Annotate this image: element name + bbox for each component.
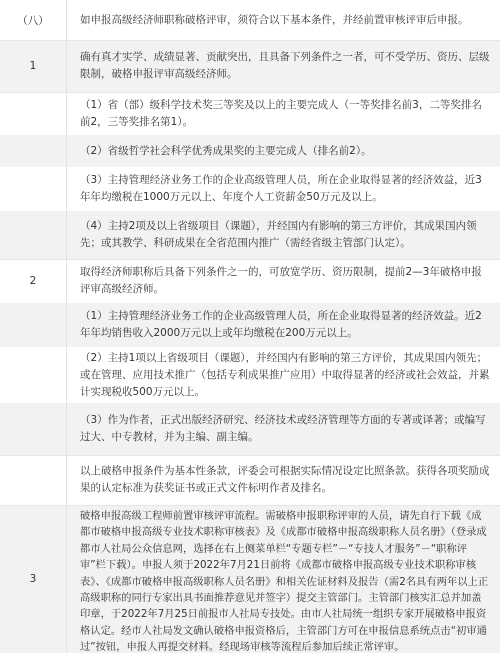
row-text: （3）作为作者，正式出版经济研究、经济技术或经济管理等方面的专著或译著；或编写过大、中专教材，并为主编、副主编。 xyxy=(80,414,486,443)
table-row xyxy=(0,455,500,505)
section-number: （八） xyxy=(17,14,49,27)
row-text: 破格申报高级工程师前置审核评审流程。需破格申报职称评审的人员，请先自行下载《成都市破格申报高级专业技术职称审核表》及《成都市破格申报高级职称人员名册》（登录成都市人社局公众信息网，选择在右上侧菜单栏“专题专栏”－“专技人才服务”－“职称评审”栏下载）。申报人须于2022年7月21日前将《成都市破格申报高级专业技术职称审核表》、《成都市破格申报高级职称人员名册》和相关佐证材料及报告（需2名具有两年以上正高级职称的同行专家出具书面推荐意见并签字）提交主管部门。主管部门核实汇总并加盖印章，于2022年7月25日前报市人社局专技处。由市人社局统一组织专家开展破格申报资格认定。经市人社局发文确认破格申报资格后，主管部门方可在申报信息系统点击“初审通过”按钮，申报人再提交材料。经现场审核等流程后参加后续正常评审。 xyxy=(80,510,489,654)
row-number xyxy=(0,347,66,403)
table-row xyxy=(0,303,500,347)
row-text: （3）主持管理经济业务工作的企业高级管理人员，所在企业取得显著的经济效益，近3年年均缴税在1000万元以上、年度个人工资薪金50万元及以上。 xyxy=(80,174,482,203)
row-number xyxy=(0,135,66,167)
table-row xyxy=(0,403,500,455)
row-number: 3 xyxy=(29,573,37,585)
row-number xyxy=(0,167,66,211)
row-number xyxy=(0,303,66,347)
row-divider xyxy=(0,259,500,260)
row-number xyxy=(0,211,66,259)
table-row xyxy=(0,347,500,403)
row-divider xyxy=(0,455,500,456)
row-text: （2）省级哲学社会科学优秀成果奖的主要完成人（排名前2）。 xyxy=(80,144,372,157)
row-text: 取得经济师职称后具备下列条件之一的，可放宽学历、资历限制，提前2—3年破格申报评审高级经济师。 xyxy=(80,266,482,295)
table-row xyxy=(0,505,500,653)
table-row xyxy=(0,135,500,167)
table-row xyxy=(0,92,500,135)
table-row xyxy=(0,211,500,259)
row-number: 2 xyxy=(29,275,37,287)
row-text: （1）省（部）级科学技术奖三等奖及以上的主要完成人（一等奖排名前3，二等奖排名前2，三等奖排名第1）。 xyxy=(80,98,482,128)
column-divider xyxy=(66,0,67,653)
table-row xyxy=(0,167,500,211)
row-number xyxy=(0,403,66,455)
row-number xyxy=(0,455,66,505)
table-row xyxy=(0,259,500,303)
row-text: （1）主持管理经济业务工作的企业高级管理人员，所在企业取得显著的经济效益。近2年年均销售收入2000万元以上或年均缴税在200万元以上。 xyxy=(80,310,482,339)
row-text: 确有真才实学、成绩显著、贡献突出，且具备下列条件之一者，可不受学历、资历、层级限制，破格申报评审高级经济师。 xyxy=(80,51,490,80)
row-number xyxy=(0,92,66,135)
row-text: （2）主持1项以上省级项目（课题），并经国内有影响的第三方评价，其成果国内领先；或在管理、应用技术推广（包括专利成果推广应用）中取得显著的经济或社会效益，并累计实现税收500万元以上。 xyxy=(80,351,490,398)
row-text: 以上破格申报条件为基本性条款，评委会可根据实际情况设定比照条款。获得各项奖励成果的认定标准为获奖证书或正式文件标明作者及排名。 xyxy=(80,465,490,494)
row-divider xyxy=(0,505,500,506)
row-divider xyxy=(0,92,500,93)
section-intro: 如申报高级经济师职称破格评审，须符合以下基本条件，并经前置审核评审后申报。 xyxy=(80,13,469,26)
table-row xyxy=(0,40,500,92)
row-divider xyxy=(0,40,500,41)
row-text: （4）主持2项及以上省级项目（课题），并经国内有影响的第三方评价，其成果国内领先；或其教学、科研成果在全省范围内推广（需经省级主管部门认定）。 xyxy=(80,220,477,249)
table-header-row xyxy=(0,0,500,40)
row-number: 1 xyxy=(29,60,37,72)
